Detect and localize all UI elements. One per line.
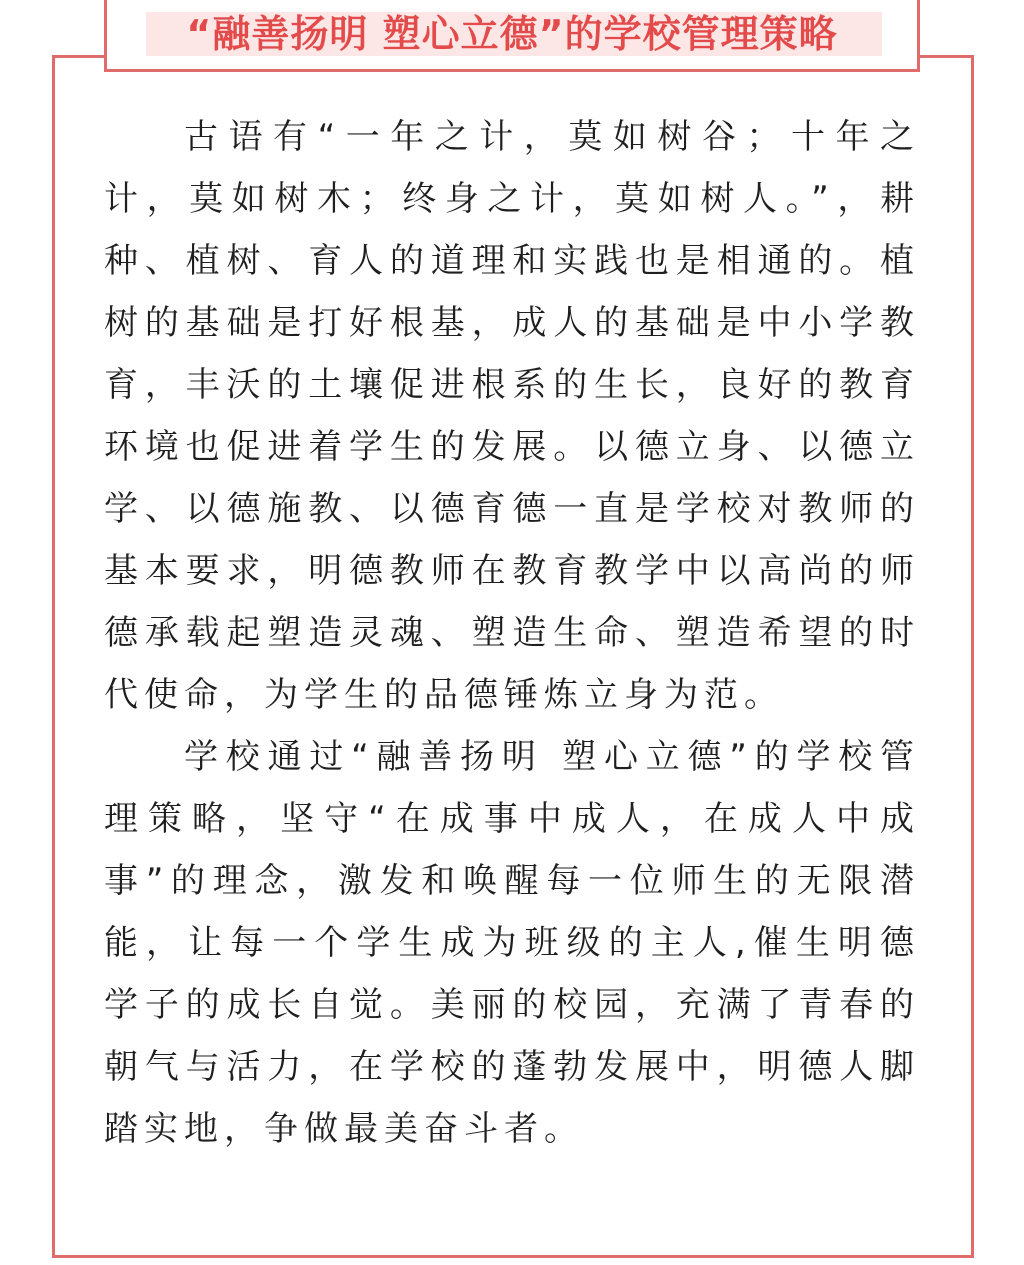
paragraph-1: 古语有“一年之计，莫如树谷；十年之计，莫如树木；终身之计，莫如树人。”，耕种、植树、育人的道理和实践也是相通的。植树的基础是打好根基，成人的基础是中小学教育，丰沃的土壤促进根系的生长，良好的教育环境也促进着学生的发展。以德立身、以德立学、以德施教、以德育德一直是学校对教师的基本要求，明德教师在教育教学中以高尚的师德承载起塑造灵魂、塑造生命、塑造希望的时代使命，为学生的品德锤炼立身为范。 xyxy=(104,117,920,715)
article-body xyxy=(104,106,920,1160)
paragraph-2: 学校通过“融善扬明 塑心立德”的学校管理策略，坚守“在成事中成人，在成人中成事”的理念，激发和唤醒每一位师生的无限潜能，让每一个学生成为班级的主人,催生明德学子的成长自觉。美丽的校园，充满了青春的朝气与活力，在学校的蓬勃发展中，明德人脚踏实地，争做最美奋斗者。 xyxy=(104,737,920,1149)
article-title: “融善扬明 塑心立德”的学校管理策略 xyxy=(186,12,838,56)
